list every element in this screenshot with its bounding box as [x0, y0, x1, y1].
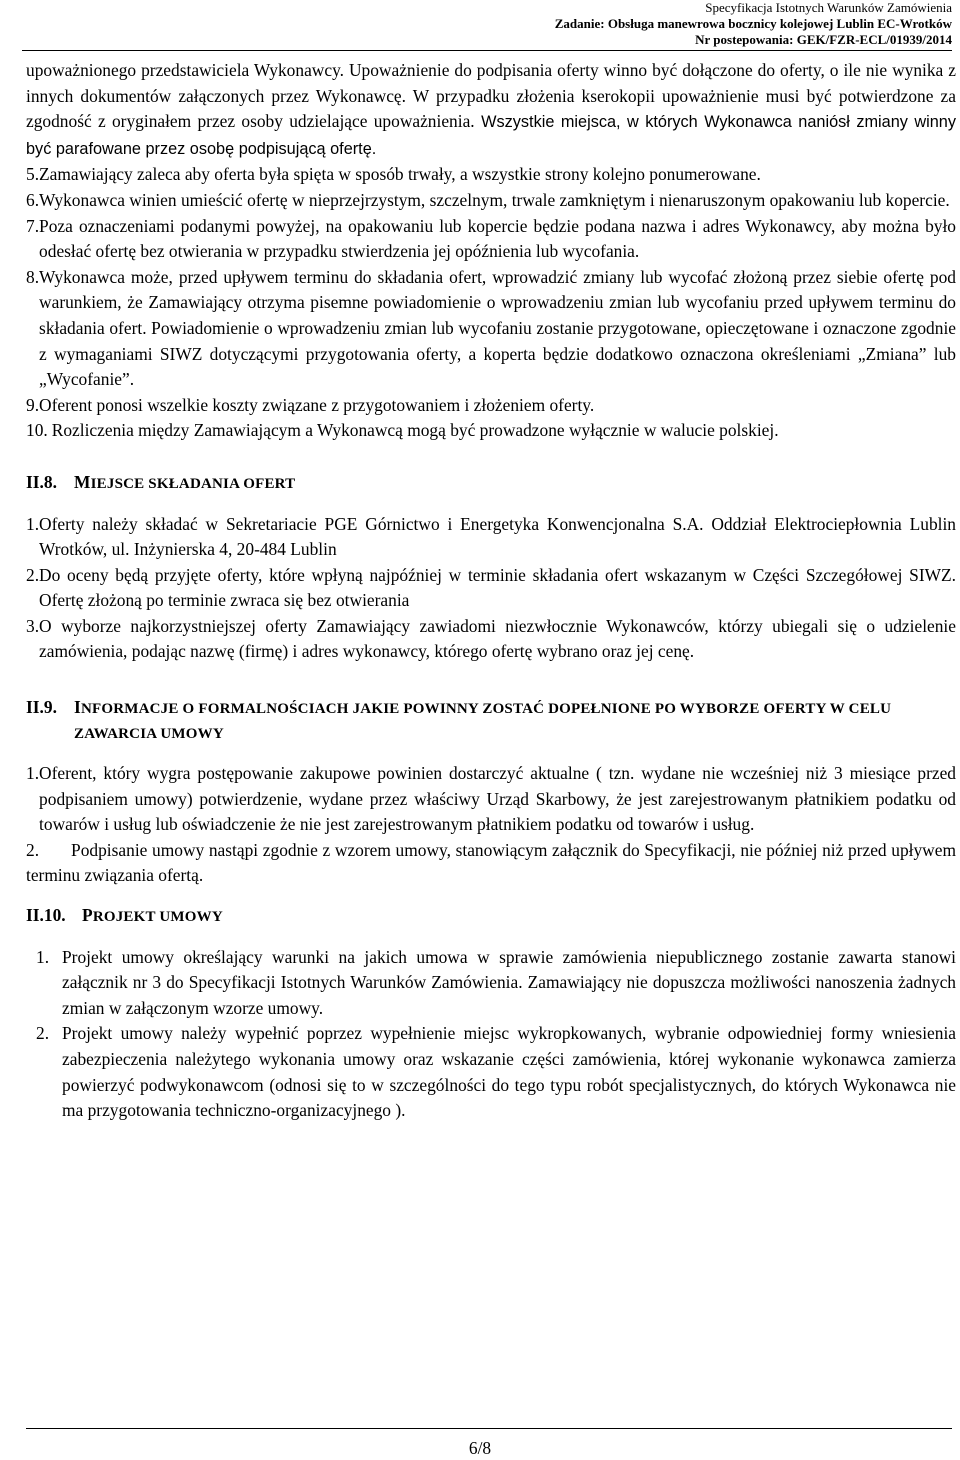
item-number: 6. — [26, 189, 40, 210]
section-title — [74, 903, 223, 931]
list-item — [26, 188, 956, 214]
section-title-rest: ROJEKT UMOWY — [92, 909, 223, 926]
header-title: Specyfikacja Istotnych Warunków Zamówienia — [705, 0, 952, 15]
item-text: Podpisanie umowy nastąpi zgodnie z wzorem umowy, stanowiącym załącznik do Specyfikacji, nie później niż przed upływem terminu związania ofertą. — [26, 839, 956, 886]
item-text: Oferent, który wygra postępowanie zakupowe powinien dostarczyć aktualne ( tzn. wydane nie wcześniej niż 3 miesiące przed podpisaniem umowy) potwierdzenie, wydane przez właściwy Urząd Skarbowy, że jest zarejestrowanym płatnikiem podatku od towarów i usług lub oświadczenie że nie jest zarejestrowanym płatnikiem podatku od towarów i usług. — [39, 763, 956, 835]
item-text: Zamawiający zaleca aby oferta była spięta w sposób trwały, a wszystkie strony kolejno ponumerowane. — [39, 164, 761, 185]
section-number: II.10. — [26, 905, 66, 926]
list-a — [26, 162, 956, 444]
list-item — [26, 418, 956, 444]
item-number: 7. — [26, 215, 40, 236]
item-text: O wyborze najkorzystniejszej oferty Zamawiający zawiadomi niezwłocznie Wykonawców, którzy ubiegali się o udzielenie zamówienia, podając nazwę (firmę) i adres wykonawcy, którego ofertę wybrano oraz jej cenę. — [39, 615, 956, 662]
list-sec8 — [26, 512, 956, 666]
intro-text-sans: Wszystkie miejsca, w których Wykonawca naniósł zmiany winny być parafowane przez osobę podpisującą ofertę. — [26, 113, 957, 158]
list-item — [26, 214, 956, 265]
intro-text: upoważnionego przedstawiciela Wykonawcy. Upoważnienie do podpisania oferty winno być dołączone do oferty, o ile nie wynika z innych dokumentów załączonych przez Wykonawcę. W przypadku złożenia kserokopii upoważnienie musi być potwierdzone za zgodność z oryginałem przez osoby udzielające upoważnienia. — [26, 60, 956, 132]
list-item — [36, 1021, 956, 1123]
section-number: II.9. — [26, 697, 57, 718]
header-divider — [22, 50, 952, 51]
item-number: 1. — [26, 763, 40, 784]
list-item — [26, 563, 956, 614]
item-number: 2. — [36, 1023, 50, 1044]
list-item-unindented — [26, 838, 956, 889]
list-item — [26, 162, 956, 188]
item-number: 2. — [26, 564, 40, 585]
list-item — [26, 265, 956, 393]
list-item — [26, 761, 956, 838]
item-text: Projekt umowy należy wypełnić poprzez wypełnienie miejsc wykropkowanych, wybranie odpowiedniej formy wniesienia zabezpieczenia należytego wykonania umowy oraz wskazanie części zamówienia, której wykonanie wykonawca zamierza powierzyć podwykonawcom (odnosi się to w szczególności do tego typu robót specjalistycznych, do których Wykonawca nie ma przygotowania techniczno-organizacyjnego ). — [62, 1023, 956, 1121]
item-number: 1. — [36, 946, 50, 967]
section-title-initial: I — [74, 697, 81, 718]
section-title-rest: NFORMACJE O FORMALNOŚCIACH JAKIE POWINNY ZOSTAĆ DOPEŁNIONE PO WYBORZE OFERTY W CELU ZAWARCIA UMOWY — [74, 701, 892, 743]
section-title-initial: P — [82, 905, 93, 926]
footer-divider — [26, 1428, 952, 1429]
list-item — [26, 393, 956, 419]
item-number: 8. — [26, 266, 40, 287]
item-number: 5. — [26, 164, 40, 185]
list-item — [26, 512, 956, 563]
item-text: Wykonawca może, przed upływem terminu do składania ofert, wprowadzić zmiany lub wycofać złożoną przez siebie ofertę pod warunkiem, że Zamawiający otrzyma pisemne powiadomienie o wprowadzeniu zmian lub wycofaniu przed upływem terminu do składania ofert. Powiadomienie o wprowadzeniu zmian lub wycofaniu zostanie przygotowane, opieczętowane i oznaczone zgodnie z wymaganiami SIWZ dotyczącymi przygotowania oferty, a koperta będzie dodatkowo oznaczona określeniami „Zmiana” lub „Wycofanie”. — [39, 266, 956, 390]
header-procedure-number: Nr postepowania: GEK/FZR-ECL/01939/2014 — [695, 32, 952, 47]
header-task: Zadanie: Obsługa manewrowa bocznicy kolejowej Lublin EC-Wrotków — [554, 16, 952, 31]
item-number: 3. — [26, 615, 40, 636]
list-item — [26, 614, 956, 665]
document-body — [26, 58, 956, 1124]
item-number: 9. — [26, 394, 40, 415]
intro-paragraph — [26, 58, 956, 162]
list-sec10 — [26, 945, 956, 1124]
item-text: Projekt umowy określający warunki na jakich umowa w sprawie zamówienia niepublicznego zostanie zawarta stanowi załącznik nr 3 do Specyfikacji Istotnych Warunków Zamówienia. Zamawiający nie dopuszcza możliwości nanoszenia żadnych zmian w załączonym wzorze umowy. — [62, 946, 956, 1018]
item-text: Oferty należy składać w Sekretariacie PGE Górnictwo i Energetyka Konwencjonalna S.A. Oddział Elektrociepłownia Lublin Wrotków, ul. Inżynierska 4, 20-484 Lublin — [39, 513, 956, 560]
item-text: Do oceny będą przyjęte oferty, które wpłyną najpóźniej w terminie składania ofert wskazanym w Części Szczegółowej SIWZ. Ofertę złożoną po terminie zwraca się bez otwierania — [39, 564, 956, 611]
page-header — [555, 0, 952, 48]
item-text: Wykonawca winien umieścić ofertę w nieprzejrzystym, szczelnym, trwale zamkniętym i nienaruszonym opakowaniu lub kopercie. — [39, 189, 950, 210]
item-text: Oferent ponosi wszelkie koszty związane z przygotowaniem i złożeniem oferty. — [39, 394, 595, 415]
section-heading-ii10 — [26, 903, 956, 931]
item-number: 2. — [26, 839, 40, 860]
section-title — [74, 470, 295, 498]
item-text: Rozliczenia między Zamawiającym a Wykonawcą mogą być prowadzone wyłącznie w walucie polskiej. — [51, 420, 779, 441]
section-title — [74, 695, 956, 747]
section-number: II.8. — [26, 471, 57, 492]
list-item — [36, 945, 956, 1022]
item-number: 1. — [26, 513, 40, 534]
item-number: 10. — [26, 420, 48, 441]
list-sec9 — [26, 761, 956, 889]
section-title-initial: M — [74, 471, 91, 492]
section-title-rest: IEJSCE SKŁADANIA OFERT — [90, 475, 296, 492]
section-heading-ii9 — [26, 695, 956, 747]
section-heading-ii8 — [26, 470, 956, 498]
item-text: Poza oznaczeniami podanymi powyżej, na opakowaniu lub kopercie będzie podana nazwa i adres Wykonawcy, aby można było odesłać ofertę bez otwierania w przypadku stwierdzenia jej opóźnienia lub wycofania. — [39, 215, 956, 262]
page-number: 6/8 — [468, 1438, 492, 1458]
